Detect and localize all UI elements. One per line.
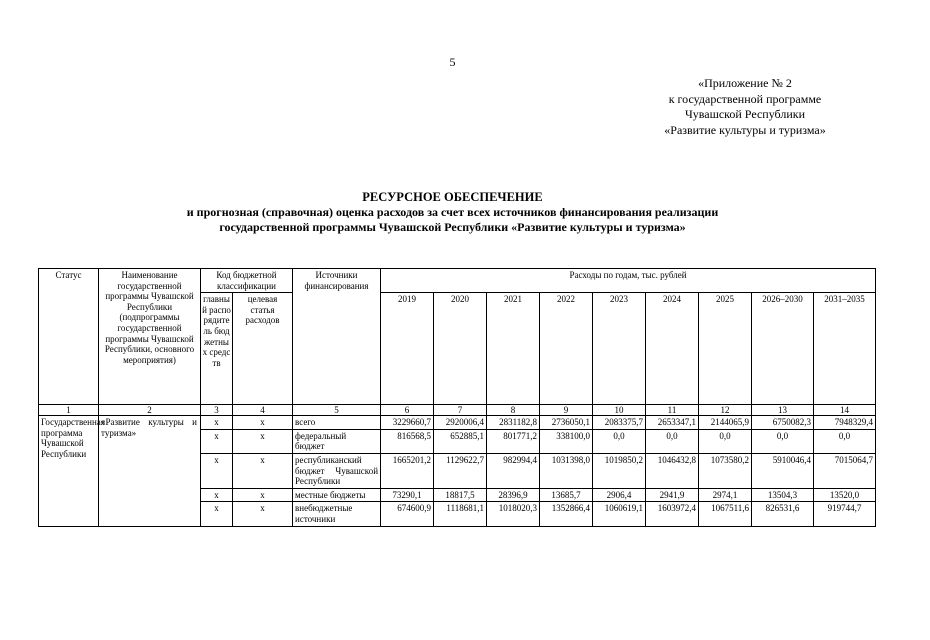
value-cell: 7948329,4 — [814, 416, 876, 430]
program-name-cell: «Развитие культуры и туризма» — [99, 416, 201, 526]
value-cell: 2920006,4 — [434, 416, 487, 430]
value-cell: 0,0 — [814, 429, 876, 453]
code-main-manager: x — [201, 488, 233, 502]
column-number: 11 — [646, 405, 699, 416]
value-cell: 826531,6 — [752, 502, 814, 526]
value-cell: 2653347,1 — [646, 416, 699, 430]
code-target-item: x — [233, 488, 293, 502]
header-main-manager: главный распорядитель бюджетных средств — [201, 293, 233, 405]
value-cell: 1665201,2 — [381, 453, 434, 488]
code-target-item: x — [233, 416, 293, 430]
column-number: 7 — [434, 405, 487, 416]
header-year-2024: 2024 — [646, 293, 699, 405]
value-cell: 338100,0 — [540, 429, 593, 453]
value-cell: 2941,9 — [646, 488, 699, 502]
value-cell: 7015064,7 — [814, 453, 876, 488]
page-number: 5 — [449, 55, 456, 69]
value-cell: 816568,5 — [381, 429, 434, 453]
header-target-item: целевая статья расходов — [233, 293, 293, 405]
value-cell: 73290,1 — [381, 488, 434, 502]
code-target-item: x — [233, 502, 293, 526]
header-name: Наименование государственной программы Чувашской Республики (подпрограммы государственной программы Чувашской Республики, основного мероприятия) — [99, 269, 201, 405]
column-number: 9 — [540, 405, 593, 416]
value-cell: 1603972,4 — [646, 502, 699, 526]
value-cell: 13504,3 — [752, 488, 814, 502]
value-cell: 2144065,9 — [699, 416, 752, 430]
header-year-2021: 2021 — [487, 293, 540, 405]
value-cell: 801771,2 — [487, 429, 540, 453]
column-number: 5 — [293, 405, 381, 416]
value-cell: 0,0 — [699, 429, 752, 453]
value-cell: 1067511,6 — [699, 502, 752, 526]
value-cell: 5910046,4 — [752, 453, 814, 488]
value-cell: 2083375,7 — [593, 416, 646, 430]
value-cell: 2974,1 — [699, 488, 752, 502]
header-expenses: Расходы по годам, тыс. рублей — [381, 269, 876, 293]
title-line-3: государственной программы Чувашской Республики «Развитие культуры и туризма» — [219, 220, 686, 234]
value-cell: 982994,4 — [487, 453, 540, 488]
column-number: 8 — [487, 405, 540, 416]
appendix-line-2: к государственной программе — [668, 91, 822, 106]
source-label: внебюджетные источники — [293, 502, 381, 526]
value-cell: 3229660,7 — [381, 416, 434, 430]
source-label: местные бюджеты — [293, 488, 381, 502]
header-year-2019: 2019 — [381, 293, 434, 405]
value-cell: 2906,4 — [593, 488, 646, 502]
source-label: федеральный бюджет — [293, 429, 381, 453]
value-cell: 674600,9 — [381, 502, 434, 526]
value-cell: 1129622,7 — [434, 453, 487, 488]
header-year-2020: 2020 — [434, 293, 487, 405]
column-number: 12 — [699, 405, 752, 416]
header-year-2022: 2022 — [540, 293, 593, 405]
value-cell: 919744,7 — [814, 502, 876, 526]
column-number: 6 — [381, 405, 434, 416]
appendix-line-4: «Развитие культуры и туризма» — [664, 122, 826, 137]
code-main-manager: x — [201, 416, 233, 430]
header-sources: Источники финансирования — [293, 269, 381, 405]
code-main-manager: x — [201, 453, 233, 488]
header-status: Статус — [39, 269, 99, 405]
appendix-note — [560, 76, 930, 138]
value-cell: 1031398,0 — [540, 453, 593, 488]
header-year-2023: 2023 — [593, 293, 646, 405]
resource-table — [38, 268, 876, 527]
header-year-2026-2030: 2026–2030 — [752, 293, 814, 405]
value-cell: 1019850,2 — [593, 453, 646, 488]
source-label: всего — [293, 416, 381, 430]
value-cell: 0,0 — [593, 429, 646, 453]
title-main: РЕСУРСНОЕ ОБЕСПЕЧЕНИЕ — [362, 190, 543, 204]
value-cell: 1352866,4 — [540, 502, 593, 526]
header-year-2031-2035: 2031–2035 — [814, 293, 876, 405]
document-title — [0, 190, 905, 235]
status-cell: Государственная программа Чувашской Республики — [39, 416, 99, 526]
value-cell: 13685,7 — [540, 488, 593, 502]
value-cell: 0,0 — [752, 429, 814, 453]
value-cell: 13520,0 — [814, 488, 876, 502]
source-label: республиканский бюджет Чувашской Республики — [293, 453, 381, 488]
value-cell: 1060619,1 — [593, 502, 646, 526]
appendix-line-1: «Приложение № 2 — [698, 76, 792, 90]
value-cell: 2831182,8 — [487, 416, 540, 430]
value-cell: 1046432,8 — [646, 453, 699, 488]
table-row — [39, 416, 876, 430]
code-main-manager: x — [201, 429, 233, 453]
value-cell: 1118681,1 — [434, 502, 487, 526]
value-cell: 652885,1 — [434, 429, 487, 453]
value-cell: 0,0 — [646, 429, 699, 453]
column-number: 1 — [39, 405, 99, 416]
column-number: 10 — [593, 405, 646, 416]
value-cell: 18817,5 — [434, 488, 487, 502]
value-cell: 1018020,3 — [487, 502, 540, 526]
value-cell: 2736050,1 — [540, 416, 593, 430]
header-year-2025: 2025 — [699, 293, 752, 405]
value-cell: 6750082,3 — [752, 416, 814, 430]
code-target-item: x — [233, 453, 293, 488]
value-cell: 28396,9 — [487, 488, 540, 502]
title-line-2: и прогнозная (справочная) оценка расходов за счет всех источников финансирования реализации — [186, 205, 719, 219]
column-number: 13 — [752, 405, 814, 416]
appendix-line-3: Чувашской Республики — [684, 107, 806, 121]
code-main-manager: x — [201, 502, 233, 526]
column-numbers-row — [39, 405, 876, 416]
column-number: 4 — [233, 405, 293, 416]
value-cell: 1073580,2 — [699, 453, 752, 488]
column-number: 3 — [201, 405, 233, 416]
column-number: 2 — [99, 405, 201, 416]
column-number: 14 — [814, 405, 876, 416]
code-target-item: x — [233, 429, 293, 453]
header-budget-code: Код бюджетной классификации — [201, 269, 293, 293]
